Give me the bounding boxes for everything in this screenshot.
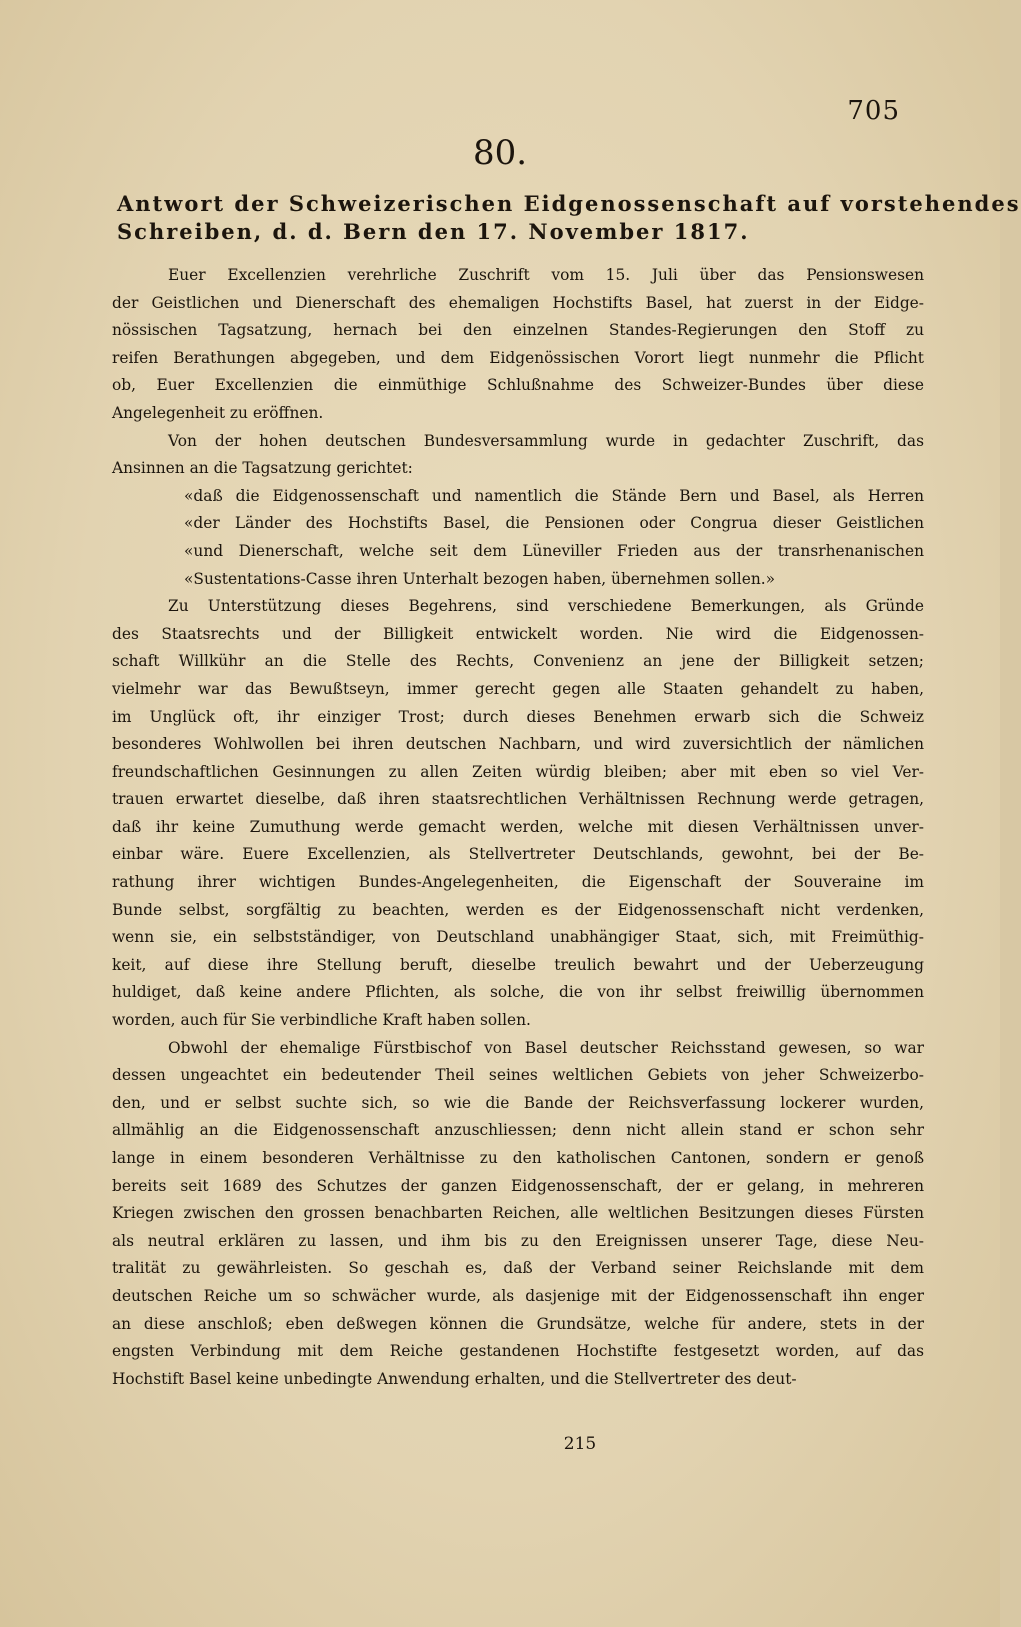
text-line: Ansinnen an die Tagsatzung gerichtet: xyxy=(112,459,413,478)
text-line: Bunde selbst, sorgfältig zu beachten, werden es der Eidgenossenschaft nicht verdenken, xyxy=(112,900,924,919)
text-line: lange in einem besonderen Verhältnisse zu den katholischen Cantonen, sondern er genoß xyxy=(112,1149,924,1167)
text-line: dessen ungeachtet ein bedeutender Theil seines weltlichen Gebiets von jeher Schweizerbo- xyxy=(112,1066,924,1085)
text-line: vielmehr war das Bewußtseyn, immer gerecht gegen alle Staaten gehandelt zu haben, xyxy=(112,679,924,698)
signature-mark: 215 xyxy=(563,1434,597,1454)
text-line: der Geistlichen und Dienerschaft des ehemaligen Hochstifts Basel, hat zuerst in der Eidge- xyxy=(112,293,924,312)
text-line: Hochstift Basel keine unbedingte Anwendung erhalten, und die Stellvertreter des deut- xyxy=(112,1369,797,1388)
text-line: freundschaftlichen Gesinnungen zu allen Zeiten würdig bleiben; aber mit eben so viel Ver- xyxy=(112,762,924,781)
text-line: Von der hohen deutschen Bundesversammlung wurde in gedachter Zuschrift, das xyxy=(168,431,924,450)
document-heading xyxy=(117,190,1021,245)
text-line: besonderes Wohlwollen bei ihren deutschen Nachbarn, und wird zuversichtlich der nämlichen xyxy=(112,735,924,754)
text-line: als neutral erklären zu lassen, und ihm bis zu den Ereignissen unserer Tage, diese Neu- xyxy=(112,1231,924,1250)
text-line: an diese anschloß; eben deßwegen können die Grundsätze, welche für andere, stets in der xyxy=(112,1314,924,1333)
text-line: deutschen Reiche um so schwächer wurde, als dasjenige mit der Eidgenossenschaft ihn enger xyxy=(112,1286,924,1305)
text-line: «Sustentations-Casse ihren Unterhalt bezogen haben, übernehmen sollen.» xyxy=(184,569,776,588)
text-line: worden, auch für Sie verbindliche Kraft haben sollen. xyxy=(112,1011,531,1030)
text-line: keit, auf diese ihre Stellung beruft, dieselbe treulich bewahrt und der Ueberzeugung xyxy=(112,955,924,974)
text-line: «daß die Eidgenossenschaft und namentlich die Stände Bern und Basel, als Herren xyxy=(184,486,924,505)
text-line: rathung ihrer wichtigen Bundes-Angelegenheiten, die Eigenschaft der Souveraine im xyxy=(112,873,924,892)
text-line: huldiget, daß keine andere Pflichten, als solche, die von ihr selbst freiwillig übernommen xyxy=(112,983,924,1002)
paragraph xyxy=(112,428,924,483)
text-line: «und Dienerschaft, welche seit dem Lüneviller Frieden aus der transrhenanischen xyxy=(184,541,924,560)
text-line: «der Länder des Hochstifts Basel, die Pensionen oder Congrua dieser Geistlichen xyxy=(184,514,924,533)
paragraph xyxy=(112,262,924,428)
document-body xyxy=(112,262,924,1393)
paragraph xyxy=(112,593,924,1035)
text-line: den, und er selbst suchte sich, so wie die Bande der Reichsverfassung lockerer wurden, xyxy=(112,1093,924,1112)
text-line: tralität zu gewährleisten. So geschah es, daß der Verband seiner Reichslande mit dem xyxy=(112,1259,924,1278)
text-line: schaft Willkühr an die Stelle des Rechts, Convenienz an jene der Billigkeit setzen; xyxy=(112,652,924,671)
text-line: einbar wäre. Euere Excellenzien, als Stellvertreter Deutschlands, gewohnt, bei der Be- xyxy=(112,845,924,864)
text-line: Kriegen zwischen den grossen benachbarten Reichen, alle weltlichen Besitzungen dieses Fürsten xyxy=(112,1204,924,1223)
page-number: 705 xyxy=(847,96,900,126)
heading-line: Schreiben, d. d. Bern den 17. November 1817. xyxy=(117,218,750,244)
quoted-passage xyxy=(112,483,924,593)
text-line: allmählig an die Eidgenossenschaft anzuschliessen; denn nicht allein stand er schon sehr xyxy=(112,1121,924,1140)
text-line: Zu Unterstützung dieses Begehrens, sind verschiedene Bemerkungen, als Gründe xyxy=(168,597,924,616)
text-line: trauen erwartet dieselbe, daß ihren staatsrechtlichen Verhältnissen Rechnung werde getragen, xyxy=(112,790,924,809)
text-line: wenn sie, ein selbstständiger, von Deutschland unabhängiger Staat, sich, mit Freimüthig- xyxy=(112,928,924,947)
document-number: 80. xyxy=(472,133,528,173)
text-line: reifen Berathungen abgegeben, und dem Eidgenössischen Vorort liegt nunmehr die Pflicht xyxy=(112,348,924,367)
text-line: im Unglück oft, ihr einziger Trost; durch dieses Benehmen erwarb sich die Schweiz xyxy=(112,707,924,726)
heading-line: Antwort der Schweizerischen Eidgenossenschaft auf vorstehendes xyxy=(117,191,1021,216)
text-line: des Staatsrechts und der Billigkeit entwickelt worden. Nie wird die Eidgenossen- xyxy=(112,624,924,643)
text-line: engsten Verbindung mit dem Reiche gestandenen Hochstifte festgesetzt worden, auf das xyxy=(112,1342,924,1361)
text-line: Angelegenheit zu eröffnen. xyxy=(112,403,324,422)
text-line: Obwohl der ehemalige Fürstbischof von Basel deutscher Reichsstand gewesen, so war xyxy=(168,1038,924,1057)
text-line: ob, Euer Excellenzien die einmüthige Schlußnahme des Schweizer-Bundes über diese xyxy=(112,376,924,395)
text-line: nössischen Tagsatzung, hernach bei den einzelnen Standes-Regierungen den Stoff zu xyxy=(112,321,924,340)
text-line: Euer Excellenzien verehrliche Zuschrift vom 15. Juli über das Pensionswesen xyxy=(168,266,924,284)
text-line: daß ihr keine Zumuthung werde gemacht werden, welche mit diesen Verhältnissen unver- xyxy=(112,817,924,836)
paragraph xyxy=(112,1035,924,1394)
text-line: bereits seit 1689 des Schutzes der ganzen Eidgenossenschaft, der er gelang, in mehreren xyxy=(112,1176,924,1195)
